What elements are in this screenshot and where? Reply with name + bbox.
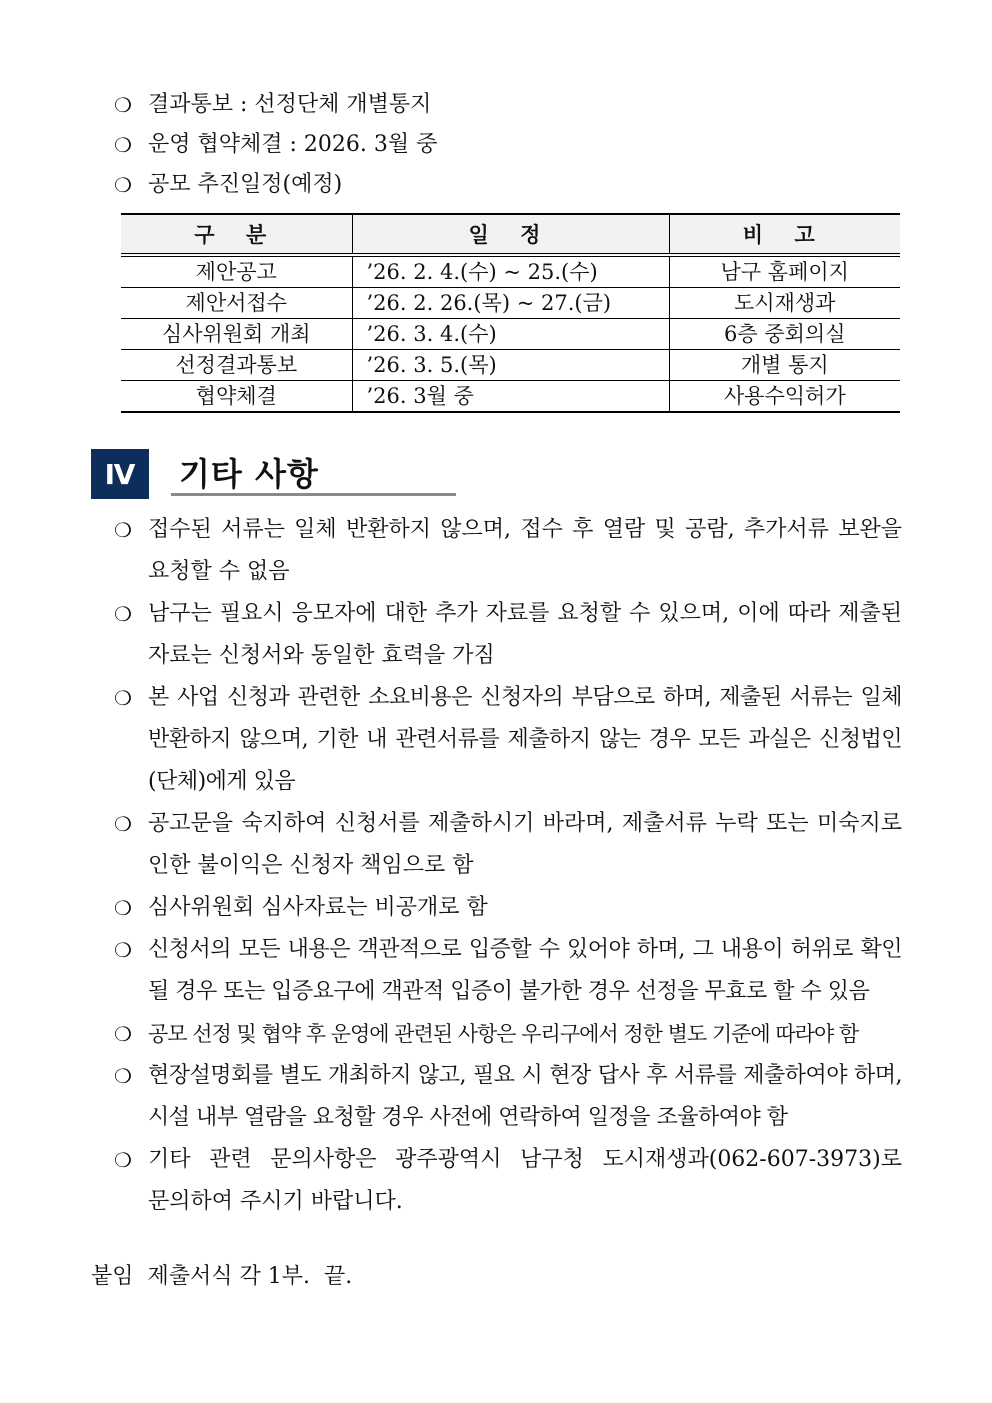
table-row [121, 255, 900, 288]
circle-bullet-icon: ❍ [114, 686, 132, 710]
table-row [121, 288, 900, 319]
cell-note: 개별 통지 [669, 350, 900, 381]
note-text: 본 사업 신청과 관련한 소요비용은 신청자의 부담으로 하며, 제출된 서류는 일체 반환하지 않으며, 기한 내 관련서류를 제출하지 않는 경우 모든 과실은 신청법인(단체)에게 있음 [148, 685, 902, 794]
circle-bullet-icon: ❍ [114, 812, 132, 836]
header-category: 구 분 [121, 214, 352, 255]
note-text: 접수된 서류는 일체 반환하지 않으며, 접수 후 열람 및 공람, 추가서류 보완을 요청할 수 없음 [148, 517, 902, 584]
table-header-row [121, 214, 900, 255]
table-row [121, 350, 900, 381]
header-schedule: 일 정 [352, 214, 669, 255]
cell-category: 제안서접수 [121, 288, 352, 319]
agreement-item [114, 130, 437, 160]
note-item [114, 929, 902, 1013]
circle-bullet-icon: ❍ [114, 1064, 132, 1088]
cell-schedule: ’26. 3월 중 [352, 381, 669, 413]
circle-bullet-icon: ❍ [114, 173, 132, 197]
circle-bullet-icon: ❍ [114, 518, 132, 542]
circle-bullet-icon: ❍ [114, 602, 132, 626]
schedule-item [114, 170, 342, 200]
attachment-line: 붙임 제출서식 각 1부. 끝. [91, 1264, 353, 1289]
circle-bullet-icon: ❍ [114, 938, 132, 962]
section-title: 기타 사항 [171, 452, 456, 496]
note-text: 현장설명회를 별도 개최하지 않고, 필요 시 현장 답사 후 서류를 제출하여야 하며, 시설 내부 열람을 요청할 경우 사전에 연락하여 일정을 조율하여야 함 [148, 1063, 902, 1130]
note-text: 공고문을 숙지하여 신청서를 제출하시기 바라며, 제출서류 누락 또는 미숙지로 인한 불이익은 신청자 책임으로 함 [148, 811, 902, 878]
schedule-title: 공모 추진일정(예정) [148, 172, 343, 197]
cell-schedule: ’26. 3. 4.(수) [352, 319, 669, 350]
result-notice-text: 결과통보 : 선정단체 개별통지 [148, 92, 432, 117]
table-row [121, 381, 900, 413]
note-item [114, 509, 902, 593]
cell-note: 6층 중회의실 [669, 319, 900, 350]
note-text: 심사위원회 심사자료는 비공개로 함 [148, 895, 488, 920]
cell-category: 제안공고 [121, 255, 352, 288]
circle-bullet-icon: ❍ [114, 93, 132, 117]
note-item [114, 803, 902, 887]
cell-note: 남구 홈페이지 [669, 255, 900, 288]
table-row [121, 319, 900, 350]
cell-note: 사용수익허가 [669, 381, 900, 413]
circle-bullet-icon: ❍ [114, 1022, 132, 1046]
schedule-table [121, 213, 900, 413]
note-item [114, 593, 902, 677]
circle-bullet-icon: ❍ [114, 896, 132, 920]
note-text: 기타 관련 문의사항은 광주광역시 남구청 도시재생과(062-607-3973)로 문의하여 주시기 바랍니다. [148, 1147, 902, 1214]
cell-category: 심사위원회 개최 [121, 319, 352, 350]
note-item [114, 887, 902, 929]
note-item [114, 1055, 902, 1139]
agreement-text: 운영 협약체결 : 2026. 3월 중 [148, 132, 438, 157]
cell-category: 선정결과통보 [121, 350, 352, 381]
cell-schedule: ’26. 3. 5.(목) [352, 350, 669, 381]
cell-schedule: ’26. 2. 4.(수) ~ 25.(수) [352, 255, 669, 288]
note-text: 공모 선정 및 협약 후 운영에 관련된 사항은 우리구에서 정한 별도 기준에 따라야 함 [148, 1022, 859, 1046]
note-text: 신청서의 모든 내용은 객관적으로 입증할 수 있어야 하며, 그 내용이 허위로 확인 될 경우 또는 입증요구에 객관적 입증이 불가한 경우 선정을 무효로 할 수 있음 [148, 937, 902, 1004]
circle-bullet-icon: ❍ [114, 1148, 132, 1172]
note-item [114, 1139, 902, 1223]
result-notice-item [114, 90, 431, 120]
cell-note: 도시재생과 [669, 288, 900, 319]
note-item [114, 1013, 902, 1055]
cell-category: 협약체결 [121, 381, 352, 413]
section-number-badge: Ⅳ [91, 449, 149, 499]
cell-schedule: ’26. 2. 26.(목) ~ 27.(금) [352, 288, 669, 319]
header-note: 비 고 [669, 214, 900, 255]
circle-bullet-icon: ❍ [114, 133, 132, 157]
note-item [114, 677, 902, 803]
note-text: 남구는 필요시 응모자에 대한 추가 자료를 요청할 수 있으며, 이에 따라 제출된 자료는 신청서와 동일한 효력을 가짐 [148, 601, 902, 668]
